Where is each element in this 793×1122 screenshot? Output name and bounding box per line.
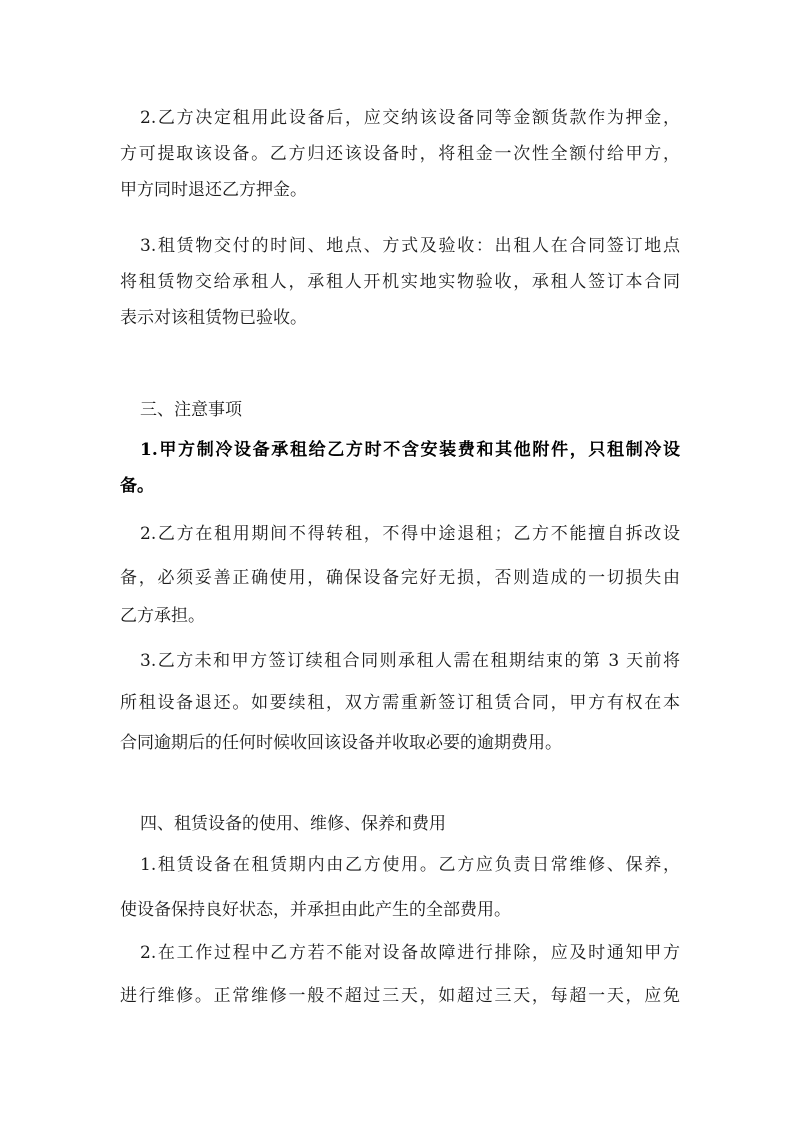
section-heading: 三、注意事项 — [140, 400, 242, 420]
paragraph-line: 备，必须妥善正确使用，确保设备完好无损，否则造成的一切损失由 — [120, 568, 680, 588]
paragraph-line: 方可提取该设备。乙方归还该设备时，将租金一次性全额付给甲方， — [120, 144, 680, 164]
paragraph-line: 1.租赁设备在租赁期内由乙方使用。乙方应负责日常维修、保养， — [140, 855, 680, 875]
paragraph-line: 2.在工作过程中乙方若不能对设备故障进行排除，应及时通知甲方 — [140, 943, 680, 963]
paragraph-line: 1.甲方制冷设备承租给乙方时不含安装费和其他附件，只租制冷设 — [140, 440, 680, 460]
paragraph-line: 甲方同时退还乙方押金。 — [120, 180, 307, 200]
paragraph-line: 将租赁物交给承租人，承租人开机实地实物验收，承租人签订本合同 — [120, 272, 680, 292]
paragraph-line: 进行维修。正常维修一般不超过三天，如超过三天，每超一天，应免 — [120, 986, 680, 1006]
paragraph-line: 所租设备退还。如要续租，双方需重新签订租赁合同，甲方有权在本 — [120, 693, 680, 713]
paragraph-line: 3.租赁物交付的时间、地点、方式及验收：出租人在合同签订地点 — [140, 236, 680, 256]
paragraph-line: 2.乙方决定租用此设备后，应交纳该设备同等金额货款作为押金， — [140, 108, 680, 128]
paragraph-line: 2.乙方在租用期间不得转租，不得中途退租；乙方不能擅自拆改设 — [140, 524, 680, 544]
section-heading: 四、租赁设备的使用、维修、保养和费用 — [140, 814, 446, 834]
paragraph-line: 表示对该租赁物已验收。 — [120, 308, 307, 328]
paragraph-line: 使设备保持良好状态，并承担由此产生的全部费用。 — [120, 900, 511, 920]
paragraph-line: 乙方承担。 — [120, 606, 205, 626]
paragraph-line: 3.乙方未和甲方签订续租合同则承租人需在租期结束的第 3 天前将 — [140, 651, 680, 671]
paragraph-line: 合同逾期后的任何时候收回该设备并收取必要的逾期费用。 — [120, 733, 562, 753]
paragraph-line: 备。 — [120, 476, 154, 496]
